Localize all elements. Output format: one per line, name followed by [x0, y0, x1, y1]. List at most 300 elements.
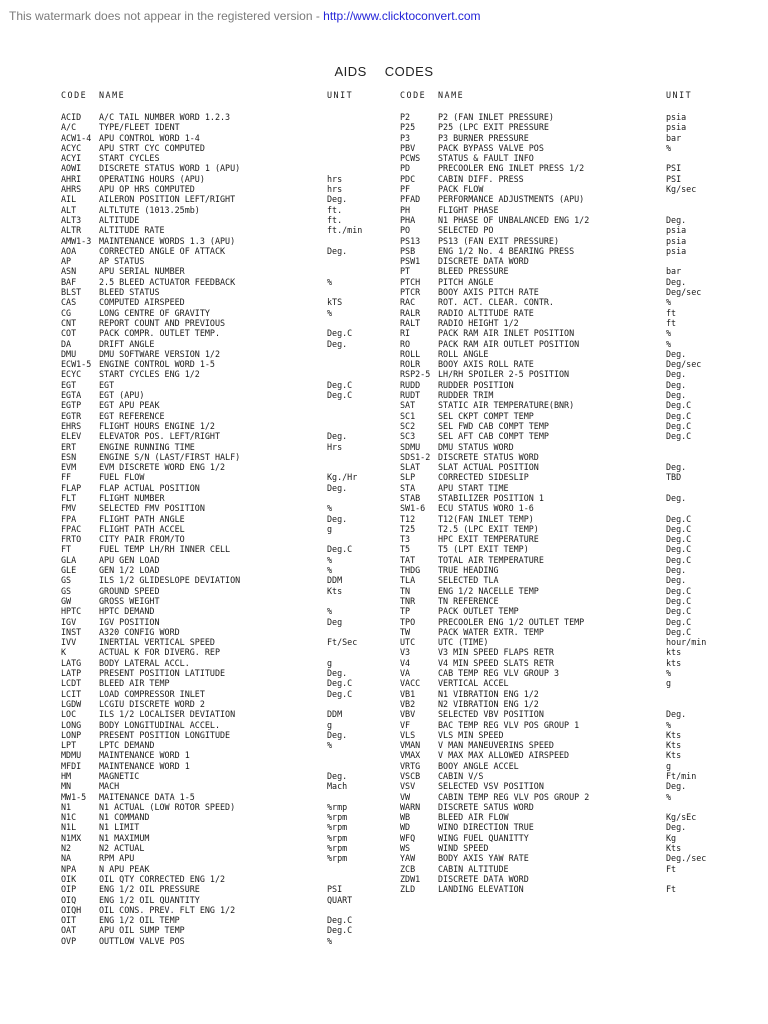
code-cell: OAT	[61, 925, 77, 936]
code-cell: EGT	[61, 379, 77, 390]
code-cell: AP	[61, 256, 72, 267]
name-cell: APU GEN LOAD	[99, 554, 160, 565]
name-cell: LCGIU DISCRETE WORD 2	[99, 698, 205, 709]
unit-cell: psia	[666, 122, 687, 133]
name-cell: LPTC DEMAND	[99, 740, 155, 751]
name-cell: PACK OUTLET TEMP	[438, 606, 519, 617]
code-cell: GLE	[61, 565, 77, 576]
code-cell: COT	[61, 328, 77, 339]
name-cell: BLEED AIR TEMP	[99, 678, 170, 689]
code-cell: GW	[61, 595, 72, 606]
name-cell: ILS 1/2 GLIDESLOPE DEVIATION	[99, 575, 241, 586]
name-cell: WIND SPEED	[438, 843, 489, 854]
code-cell: VB1	[400, 688, 416, 699]
name-cell: CORRECTED ANGLE OF ATTACK	[99, 245, 226, 256]
unit-cell: ft.	[327, 214, 343, 225]
unit-cell: %rpm	[327, 822, 348, 833]
code-cell: PTCR	[400, 287, 421, 298]
name-cell: ENGINE CONTROL WORD 1-5	[99, 359, 215, 370]
code-cell: PS13	[400, 235, 421, 246]
name-cell: SEL FWD CAB COMPT TEMP	[438, 420, 549, 431]
unit-cell: QUART	[327, 894, 353, 905]
header-name: NAME	[438, 90, 465, 100]
code-cell: OIP	[61, 884, 77, 895]
unit-cell: PSI	[327, 884, 343, 895]
watermark-notice	[9, 9, 481, 23]
code-cell: AOA	[61, 245, 77, 256]
name-cell: ROT. ACT. CLEAR. CONTR.	[438, 297, 554, 308]
code-cell: FLAP	[61, 482, 82, 493]
code-cell: CNT	[61, 317, 77, 328]
unit-cell: Deg.C	[666, 410, 692, 421]
code-cell: T3	[400, 534, 411, 545]
code-cell: OIQH	[61, 904, 82, 915]
name-cell: BLEED STATUS	[99, 287, 160, 298]
name-cell: HPTC DEMAND	[99, 606, 155, 617]
code-cell: RAC	[400, 297, 416, 308]
unit-cell: Kts	[666, 843, 682, 854]
name-cell: ELEVATOR POS. LEFT/RIGHT	[99, 431, 221, 442]
unit-cell: bar	[666, 266, 682, 277]
code-cell: RALR	[400, 307, 421, 318]
code-cell: RUDT	[400, 390, 421, 401]
code-cell: EGTR	[61, 410, 82, 421]
unit-cell: Deg.C	[666, 554, 692, 565]
unit-cell: Deg.C	[327, 678, 353, 689]
code-cell: PO	[400, 225, 411, 236]
name-cell: OIL CONS. PREV. FLT ENG 1/2	[99, 904, 236, 915]
unit-cell: Deg.C	[327, 915, 353, 926]
code-cell: OIT	[61, 915, 77, 926]
code-cell: T5	[400, 544, 411, 555]
unit-cell: Deg.	[666, 709, 687, 720]
name-cell: FUEL FLOW	[99, 472, 145, 483]
code-cell: ERT	[61, 441, 77, 452]
name-cell: EGT (APU)	[99, 390, 145, 401]
code-cell: TP	[400, 606, 411, 617]
code-cell: CAS	[61, 297, 77, 308]
unit-cell: Deg.C	[666, 400, 692, 411]
name-cell: BOOY AXIS ROLL RATE	[438, 359, 534, 370]
unit-cell: %	[666, 142, 672, 153]
code-cell: IVV	[61, 637, 77, 648]
unit-cell: %	[327, 565, 333, 576]
unit-cell: Kg/sec	[666, 184, 697, 195]
code-cell: LONP	[61, 729, 82, 740]
unit-cell: %	[666, 668, 672, 679]
code-cell: LATP	[61, 668, 82, 679]
name-cell: ALTITUDE RATE	[99, 225, 165, 236]
code-cell: VF	[400, 719, 411, 730]
name-cell: EVM DISCRETE WORD ENG 1/2	[99, 462, 226, 473]
name-cell: FLIGHT PATH ACCEL	[99, 523, 185, 534]
name-cell: IGV POSITION	[99, 616, 160, 627]
unit-cell: Mach	[327, 781, 348, 792]
name-cell: MAINTENANCE WORD 1	[99, 760, 190, 771]
unit-cell: Kts	[327, 585, 343, 596]
name-cell: N1 COMMAND	[99, 812, 150, 823]
code-cell: RSP2-5	[400, 369, 431, 380]
code-cell: OIQ	[61, 894, 77, 905]
code-cell: GS	[61, 575, 72, 586]
name-cell: APU OP HRS COMPUTED	[99, 184, 195, 195]
unit-cell: %	[666, 719, 672, 730]
code-cell: FPAC	[61, 523, 82, 534]
name-cell: MACH	[99, 781, 120, 792]
name-cell: BOOY ANGLE ACCEL	[438, 760, 519, 771]
unit-cell: Deg.	[327, 771, 348, 781]
unit-cell: ft.	[327, 204, 343, 215]
unit-cell: Deg.C	[327, 390, 353, 401]
code-cell: T25	[400, 523, 416, 534]
unit-cell: Deg.C	[666, 513, 692, 524]
name-cell: FLIGHT PATH ANGLE	[99, 513, 185, 524]
name-cell: DISCRETE STATUS WORD	[438, 451, 539, 462]
unit-cell: Hrs	[327, 441, 343, 452]
code-cell: RO	[400, 338, 411, 349]
name-cell: P2 (FAN INLET PRESSURE)	[438, 112, 554, 122]
name-cell: BOOY AXIS PITCH RATE	[438, 287, 539, 298]
name-cell: OPERATING HOURS (APU)	[99, 173, 205, 184]
name-cell: CABIN ALTITUDE	[438, 863, 509, 874]
code-cell: WFQ	[400, 832, 416, 843]
code-cell: ACYI	[61, 153, 82, 164]
name-cell: V3 MIN SPEED FLAPS RETR	[438, 647, 554, 658]
code-cell: PSB	[400, 245, 416, 256]
code-cell: N2	[61, 843, 72, 854]
code-cell: MN	[61, 781, 72, 792]
code-cell: N1MX	[61, 832, 82, 843]
code-cell: NPA	[61, 863, 77, 874]
code-cell: P2	[400, 112, 411, 122]
code-cell: ASN	[61, 266, 77, 277]
name-cell: OIL QTY CORRECTED ENG 1/2	[99, 873, 226, 884]
unit-cell: Deg.	[666, 369, 687, 380]
name-cell: FLIGHT HOURS ENGINE 1/2	[99, 420, 215, 431]
name-cell: N2 VIBRATION ENG 1/2	[438, 698, 539, 709]
code-cell: TN	[400, 585, 411, 596]
unit-cell: %rpm	[327, 853, 348, 864]
unit-cell: %	[666, 338, 672, 349]
name-cell: V4 MIN SPEED SLATS RETR	[438, 657, 554, 668]
code-cell: EHRS	[61, 420, 82, 431]
unit-cell: Deg.	[327, 194, 348, 205]
code-cell: UTC	[400, 637, 416, 648]
name-cell: AILERON POSITION LEFT/RIGHT	[99, 194, 236, 205]
name-cell: CITY PAIR FROM/TO	[99, 534, 185, 545]
code-cell: BLST	[61, 287, 82, 298]
unit-cell: Deg./sec	[666, 853, 707, 864]
name-cell: ALTLTUTE (1013.25mb)	[99, 204, 200, 215]
name-cell: GEN 1/2 LOAD	[99, 565, 160, 576]
code-cell: ACYC	[61, 142, 82, 153]
unit-cell: Deg.C	[327, 379, 353, 390]
name-cell: APU START TIME	[438, 482, 509, 493]
header-code: CODE	[61, 90, 88, 100]
code-cell: INST	[61, 626, 82, 637]
code-cell: WS	[400, 843, 411, 854]
unit-cell: kts	[666, 657, 682, 668]
name-cell: SELECTED PO	[438, 225, 494, 236]
name-cell: DRIFT ANGLE	[99, 338, 155, 349]
name-cell: CABIN DIFF. PRESS	[438, 173, 524, 184]
name-cell: LANDING ELEVATION	[438, 884, 524, 895]
code-cell: MDMU	[61, 750, 82, 761]
unit-cell: Deg.	[666, 348, 687, 359]
code-cell: TPO	[400, 616, 416, 627]
code-cell: N1L	[61, 822, 77, 833]
name-cell: CABIN V/S	[438, 771, 484, 781]
code-cell: LGDW	[61, 698, 82, 709]
code-cell: PDC	[400, 173, 416, 184]
unit-cell: bar	[666, 132, 682, 143]
code-cell: P25	[400, 122, 416, 133]
name-cell: DISCRETE DATA WORD	[438, 873, 529, 884]
code-cell: AOWI	[61, 163, 82, 174]
name-cell: 2.5 BLEED ACTUATOR FEEDBACK	[99, 276, 236, 287]
name-cell: BLEED AIR FLOW	[438, 812, 509, 823]
name-cell: START CYCLES	[99, 153, 160, 164]
code-cell: SC2	[400, 420, 416, 431]
unit-cell: g	[327, 719, 333, 730]
code-cell: RI	[400, 328, 411, 339]
header-name: NAME	[99, 90, 126, 100]
unit-cell: kTS	[327, 297, 343, 308]
unit-cell: TBD	[666, 472, 682, 483]
unit-cell: %rpm	[327, 812, 348, 823]
code-cell: TLA	[400, 575, 416, 586]
name-cell: APU OIL SUMP TEMP	[99, 925, 185, 936]
code-cell: VBV	[400, 709, 416, 720]
unit-cell: %	[327, 606, 333, 617]
name-cell: STABILIZER POSITION 1	[438, 492, 544, 503]
unit-cell: Ft/min	[666, 771, 697, 781]
unit-cell: DDM	[327, 709, 343, 720]
name-cell: EGT REFERENCE	[99, 410, 165, 421]
name-cell: PERFORMANCE ADJUSTMENTS (APU)	[438, 194, 585, 205]
code-cell: ZCB	[400, 863, 416, 874]
unit-cell: Deg.	[666, 390, 687, 401]
unit-cell: Deg.	[327, 482, 348, 493]
code-cell: NA	[61, 853, 72, 864]
code-cell: PFAD	[400, 194, 421, 205]
watermark-link[interactable]: http://www.clicktoconvert.com	[323, 9, 481, 23]
code-cell: ALT3	[61, 214, 82, 225]
name-cell: VERTICAL ACCEL	[438, 678, 509, 689]
unit-cell: Deg.C	[666, 431, 692, 442]
unit-cell: g	[327, 657, 333, 668]
name-cell: STATIC AIR TEMPERATURE(BNR)	[438, 400, 575, 411]
unit-cell: psia	[666, 225, 687, 236]
name-cell: SELECTED VBV POSITION	[438, 709, 544, 720]
code-cell: VW	[400, 791, 411, 802]
code-cell: ESN	[61, 451, 77, 462]
unit-cell: Deg.	[666, 575, 687, 586]
name-cell: SELECTED TLA	[438, 575, 499, 586]
name-cell: START CYCLES ENG 1/2	[99, 369, 200, 380]
unit-cell: kts	[666, 647, 682, 658]
code-cell: VLS	[400, 729, 416, 740]
unit-cell: Ft	[666, 884, 677, 895]
name-cell: T12(FAN INLET TEMP)	[438, 513, 534, 524]
code-cell: WB	[400, 812, 411, 823]
unit-cell: Deg.C	[666, 595, 692, 606]
name-cell: T2.5 (LPC EXIT TEMP)	[438, 523, 539, 534]
name-cell: PACK RAM AIR INLET POSITION	[438, 328, 575, 339]
code-cell: ACW1-4	[61, 132, 92, 143]
name-cell: PRECOOLER ENG INLET PRESS 1/2	[438, 163, 585, 174]
code-cell: ECYC	[61, 369, 82, 380]
name-cell: WING FUEL QUANITTY	[438, 832, 529, 843]
name-cell: N1 LIMIT	[99, 822, 140, 833]
name-cell: FLAP ACTUAL POSITION	[99, 482, 200, 493]
name-cell: AP STATUS	[99, 256, 145, 267]
code-cell: FF	[61, 472, 72, 483]
name-cell: ECU STATUS WORO 1-6	[438, 503, 534, 514]
code-cell: LPT	[61, 740, 77, 751]
name-cell: COMPUTED AIRSPEED	[99, 297, 185, 308]
name-cell: PRECOOLER ENG 1/2 OUTLET TEMP	[438, 616, 585, 627]
name-cell: MAITENANCE DATA 1-5	[99, 791, 195, 802]
unit-cell: %	[666, 297, 672, 308]
code-cell: FT	[61, 544, 72, 555]
name-cell: INERTIAL VERTICAL SPEED	[99, 637, 215, 648]
unit-cell: PSI	[666, 163, 682, 174]
code-cell: EGTA	[61, 390, 82, 401]
unit-cell: Deg.C	[666, 616, 692, 627]
name-cell: A/C TAIL NUMBER WORD 1.2.3	[99, 112, 231, 122]
code-cell: VSCB	[400, 771, 421, 781]
unit-cell: %	[327, 276, 333, 287]
code-cell: RALT	[400, 317, 421, 328]
unit-cell: Deg.C	[666, 420, 692, 431]
code-cell: HM	[61, 771, 72, 781]
code-cell: VA	[400, 668, 411, 679]
name-cell: P3 BURNER PRESSURE	[438, 132, 529, 143]
code-cell: A/C	[61, 122, 77, 133]
name-cell: T5 (LPT EXIT TEMP)	[438, 544, 529, 555]
code-cell: BAF	[61, 276, 77, 287]
name-cell: ENG 1/2 No. 4 BEARING PRESS	[438, 245, 575, 256]
header-unit: UNIT	[327, 90, 354, 100]
code-cell: VACC	[400, 678, 421, 689]
code-cell: TNR	[400, 595, 416, 606]
code-cell: ZDW1	[400, 873, 421, 884]
code-cell: TW	[400, 626, 411, 637]
name-cell: CABIN TEMP REG VLV POS GROUP 2	[438, 791, 590, 802]
unit-cell: psia	[666, 112, 687, 122]
code-cell: SLAT	[400, 462, 421, 473]
unit-cell: Deg.C	[666, 523, 692, 534]
name-cell: V MAN MANEUVERINS SPEED	[438, 740, 554, 751]
name-cell: REPORT COUNT AND PREVIOUS	[99, 317, 226, 328]
name-cell: LOAD COMPRESSOR INLET	[99, 688, 205, 699]
name-cell: LONG CENTRE OF GRAVITY	[99, 307, 210, 318]
code-cell: ACID	[61, 112, 82, 122]
unit-cell: %	[327, 307, 333, 318]
name-cell: ENG 1/2 OIL TEMP	[99, 915, 180, 926]
unit-cell: Deg.C	[327, 328, 353, 339]
name-cell: FLIGHT PHASE	[438, 204, 499, 215]
name-cell: PACK COMPR. OUTLET TEMP.	[99, 328, 221, 339]
code-cell: PBV	[400, 142, 416, 153]
name-cell: PS13 (FAN EXIT PRESSURE)	[438, 235, 560, 246]
code-cell: TAT	[400, 554, 416, 565]
code-cell: FLT	[61, 492, 77, 503]
name-cell: PACK BYPASS VALVE POS	[438, 142, 544, 153]
name-cell: WINO DIRECTION TRUE	[438, 822, 534, 833]
name-cell: PITCH ANGLE	[438, 276, 494, 287]
name-cell: SEL CKPT COMPT TEMP	[438, 410, 534, 421]
unit-cell: Deg.	[666, 276, 687, 287]
unit-cell: psia	[666, 245, 687, 256]
header-unit: UNIT	[666, 90, 693, 100]
unit-cell: Deg/sec	[666, 359, 702, 370]
code-cell: CG	[61, 307, 72, 318]
code-cell: OVP	[61, 935, 77, 946]
code-cell: FPA	[61, 513, 77, 524]
code-cell: EVM	[61, 462, 77, 473]
code-cell: FRTO	[61, 534, 82, 545]
name-cell: DMU STATUS WORD	[438, 441, 514, 452]
code-cell: AMW1-3	[61, 235, 92, 246]
unit-cell: Kts	[666, 750, 682, 761]
name-cell: N1 MAXIMUM	[99, 832, 150, 843]
code-cell: SC1	[400, 410, 416, 421]
code-cell: AHRI	[61, 173, 82, 184]
unit-cell: Kts	[666, 740, 682, 751]
name-cell: SELECTED FMV POSITION	[99, 503, 205, 514]
unit-cell: Ft	[666, 863, 677, 874]
name-cell: TYPE/FLEET IDENT	[99, 122, 180, 133]
name-cell: N1 ACTUAL (LOW ROTOR SPEED)	[99, 801, 236, 812]
code-cell: WD	[400, 822, 411, 833]
code-cell: PTCH	[400, 276, 421, 287]
name-cell: ROLL ANGLE	[438, 348, 489, 359]
name-cell: SLAT ACTUAL POSITION	[438, 462, 539, 473]
name-cell: N2 ACTUAL	[99, 843, 145, 854]
name-cell: N1 VIBRATION ENG 1/2	[438, 688, 539, 699]
name-cell: MAINTENANCE WORD 1	[99, 750, 190, 761]
code-cell: SLP	[400, 472, 416, 483]
unit-cell: Deg.	[327, 668, 348, 679]
unit-cell: hrs	[327, 184, 343, 195]
name-cell: APU STRT CYC COMPUTED	[99, 142, 205, 153]
unit-cell: Deg.C	[666, 544, 692, 555]
code-cell: V4	[400, 657, 411, 668]
code-cell: VRTG	[400, 760, 421, 771]
name-cell: DISCRETE DATA WORD	[438, 256, 529, 267]
name-cell: ENG 1/2 OIL QUANTITY	[99, 894, 200, 905]
code-cell: PHA	[400, 214, 416, 225]
name-cell: DMU SOFTWARE VERSION 1/2	[99, 348, 221, 359]
name-cell: HPC EXIT TEMPERATURE	[438, 534, 539, 545]
name-cell: MAGNETIC	[99, 771, 140, 781]
unit-cell: %	[327, 935, 333, 946]
name-cell: CORRECTED SIDESLIP	[438, 472, 529, 483]
name-cell: TOTAL AIR TEMPERATURE	[438, 554, 544, 565]
code-cell: OIK	[61, 873, 77, 884]
name-cell: BODY LATERAL ACCL.	[99, 657, 190, 668]
unit-cell: hour/min	[666, 637, 707, 648]
code-cell: PSW1	[400, 256, 421, 267]
unit-cell: Deg.	[666, 822, 687, 833]
name-cell: N1 PHASE OF UNBALANCED ENG 1/2	[438, 214, 590, 225]
code-cell: FMV	[61, 503, 77, 514]
unit-cell: Deg.	[666, 462, 687, 473]
code-cell: ELEV	[61, 431, 82, 442]
unit-cell: Deg.C	[666, 585, 692, 596]
